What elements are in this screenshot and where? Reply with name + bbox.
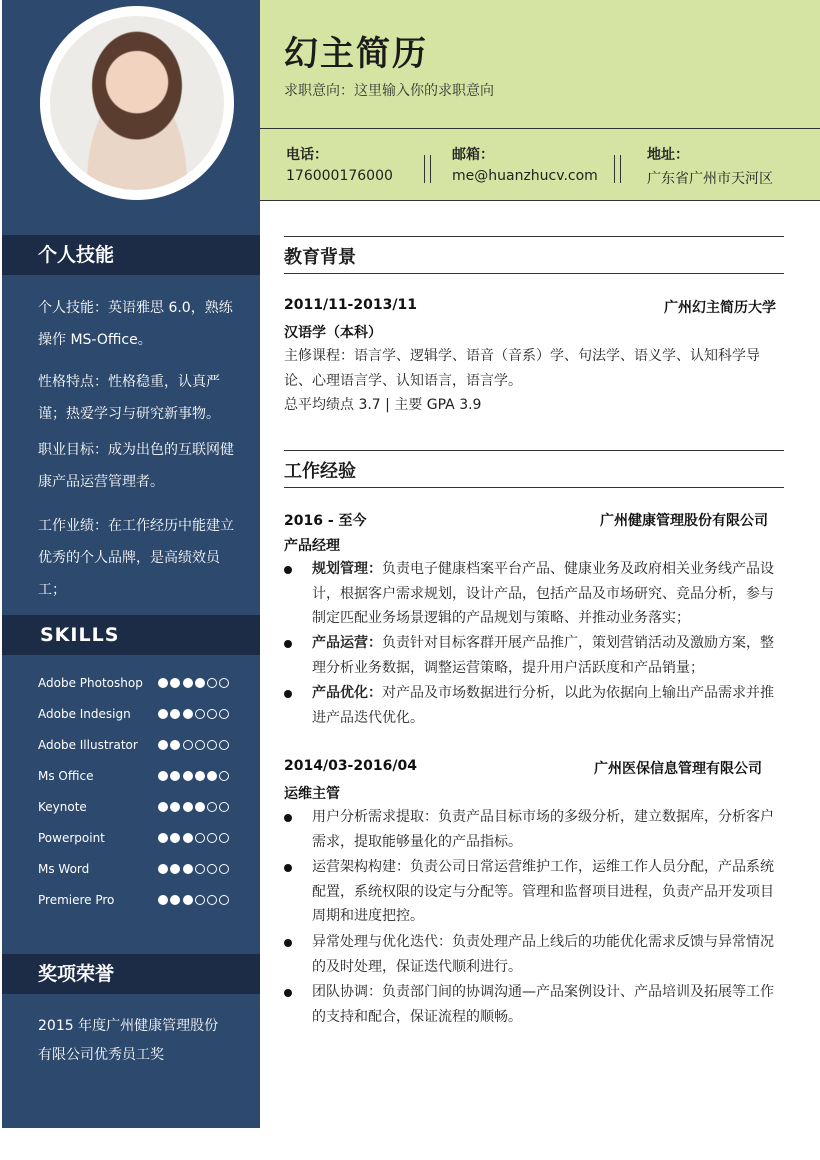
rating-dot-filled xyxy=(183,864,193,874)
job-bullet xyxy=(284,980,784,1029)
skill-row xyxy=(38,735,238,755)
rating-dot-empty xyxy=(207,740,217,750)
skill-name: Keynote xyxy=(38,800,87,814)
job-bullet xyxy=(284,805,784,854)
section-title-education: 教育背景 xyxy=(284,247,356,268)
skill-name: Adobe Photoshop xyxy=(38,676,143,690)
rating-dot-filled xyxy=(195,678,205,688)
skill-name: Adobe Indesign xyxy=(38,707,131,721)
edu-school: 广州幻主简历大学 xyxy=(664,300,776,316)
bullet-dot xyxy=(284,814,292,822)
rating-dot-filled xyxy=(170,864,180,874)
rating-dot-filled xyxy=(158,771,168,781)
edu-major: 汉语学（本科） xyxy=(284,325,382,341)
bullet-dot xyxy=(284,566,292,574)
skill-name: Ms Word xyxy=(38,862,90,876)
bullet-key: 产品优化： xyxy=(312,685,382,701)
bullet-text: 对产品及市场数据进行分析，以此为依据向上输出产品需求并推进产品迭代优化。 xyxy=(312,685,774,726)
contact-top-rule xyxy=(260,128,820,129)
resume-name: 幻主简历 xyxy=(284,34,428,74)
contact-separator xyxy=(424,155,431,183)
skill-rating xyxy=(158,678,232,688)
bullet-text: 异常处理与优化迭代：负责处理产品上线后的功能优化需求反馈与异常情况的及时处理，保证迭代顺利进行。 xyxy=(312,934,774,975)
bullet-text: 负责针对目标客群开展产品推广，策划营销活动及激励方案，整理分析业务数据，调整运营策略，提升用户活跃度和产品销量； xyxy=(312,635,774,676)
rating-dot-empty xyxy=(195,864,205,874)
rating-dot-empty xyxy=(195,895,205,905)
rating-dot-filled xyxy=(158,740,168,750)
rating-dot-filled xyxy=(207,771,217,781)
email-label: 邮箱： xyxy=(452,147,494,163)
rating-dot-empty xyxy=(207,864,217,874)
bullet-text: 用户分析需求提取：负责产品目标市场的多级分析，建立数据库，分析客户需求，提取能够量化的产品指标。 xyxy=(312,809,774,850)
rating-dot-filled xyxy=(170,678,180,688)
rating-dot-filled xyxy=(158,678,168,688)
rating-dot-filled xyxy=(170,802,180,812)
rating-dot-filled xyxy=(170,740,180,750)
skill-row xyxy=(38,797,238,817)
job-intent: 求职意向：这里输入你的求职意向 xyxy=(284,83,494,99)
bullet-text: 运营架构构建：负责公司日常运营维护工作，运维工作人员分配，产品系统配置，系统权限的设定与分配等。管理和监督项目进程，负责产品开发项目周期和进度把控。 xyxy=(312,859,774,924)
section-title-awards: 奖项荣誉 xyxy=(2,954,260,994)
profile-photo xyxy=(50,16,224,190)
rating-dot-empty xyxy=(219,864,229,874)
rating-dot-filled xyxy=(183,802,193,812)
rating-dot-filled xyxy=(183,895,193,905)
rating-dot-empty xyxy=(219,771,229,781)
rating-dot-filled xyxy=(158,833,168,843)
job-bullet xyxy=(284,930,784,979)
bullet-text: 团队协调：负责部门间的协调沟通—产品案例设计、产品培训及拓展等工作的支持和配合，保证流程的顺畅。 xyxy=(312,984,774,1025)
rating-dot-filled xyxy=(170,709,180,719)
award-text: 2015 年度广州健康管理股份有限公司优秀员工奖 xyxy=(38,1018,219,1063)
skill-name: Powerpoint xyxy=(38,831,105,845)
rating-dot-empty xyxy=(195,833,205,843)
skill-name: Premiere Pro xyxy=(38,893,115,907)
rating-dot-empty xyxy=(207,678,217,688)
job-company: 广州健康管理股份有限公司 xyxy=(600,513,768,529)
rating-dot-filled xyxy=(183,709,193,719)
skill-row xyxy=(38,673,238,693)
section-title-personal-skills: 个人技能 xyxy=(2,235,260,275)
rating-dot-empty xyxy=(219,895,229,905)
section-rule xyxy=(284,450,784,451)
bullet-dot xyxy=(284,864,292,872)
job-bullet xyxy=(284,631,784,680)
rating-dot-empty xyxy=(219,740,229,750)
section-title-skills: SKILLS xyxy=(2,615,260,655)
skill-row xyxy=(38,828,238,848)
email-value: me@huanzhucv.com xyxy=(452,168,598,184)
job-period: 2014/03-2016/04 xyxy=(284,758,417,774)
avatar xyxy=(40,6,234,200)
edu-gpa: 总平均绩点 3.7 | 主要 GPA 3.9 xyxy=(284,397,482,413)
edu-period: 2011/11-2013/11 xyxy=(284,297,417,313)
bullet-dot xyxy=(284,690,292,698)
rating-dot-filled xyxy=(158,895,168,905)
skill-name: Adobe Illustrator xyxy=(38,738,138,752)
address-value: 广东省广州市天河区 xyxy=(647,171,773,187)
rating-dot-filled xyxy=(170,895,180,905)
rating-dot-empty xyxy=(219,678,229,688)
rating-dot-filled xyxy=(158,864,168,874)
career-goal-text: 职业目标：成为出色的互联网健康产品运营管理者。 xyxy=(38,442,234,490)
job-bullet xyxy=(284,855,784,929)
skill-name: Ms Office xyxy=(38,769,94,783)
job-role: 产品经理 xyxy=(284,538,340,554)
rating-dot-filled xyxy=(183,833,193,843)
rating-dot-empty xyxy=(195,740,205,750)
contact-separator xyxy=(614,155,621,183)
phone-value: 176000176000 xyxy=(286,168,393,184)
rating-dot-filled xyxy=(170,833,180,843)
bullet-key: 产品运营： xyxy=(312,635,382,651)
edu-courses: 主修课程：语言学、逻辑学、语音（音系）学、句法学、语义学、认知科学导论、心理语言学、认知语言，语言学。 xyxy=(284,348,760,389)
skill-rating xyxy=(158,833,232,843)
rating-dot-filled xyxy=(158,802,168,812)
rating-dot-empty xyxy=(219,833,229,843)
skill-rating xyxy=(158,895,232,905)
personality-text: 性格特点：性格稳重，认真严谨；热爱学习与研究新事物。 xyxy=(38,374,220,422)
rating-dot-empty xyxy=(219,802,229,812)
bullet-text: 负责电子健康档案平台产品、健康业务及政府相关业务线产品设计，根据客户需求规划，设计产品，包括产品及市场研究、竞品分析，参与制定匹配业务场景逻辑的产品规划与策略、并推动业务落实； xyxy=(312,561,774,626)
skill-rating xyxy=(158,771,232,781)
rating-dot-filled xyxy=(170,771,180,781)
rating-dot-empty xyxy=(219,709,229,719)
personal-skills-text: 个人技能：英语雅思 6.0，熟练操作 MS-Office。 xyxy=(38,300,233,348)
address-label: 地址： xyxy=(647,147,689,163)
skill-row xyxy=(38,890,238,910)
skill-rating xyxy=(158,802,232,812)
section-title-work: 工作经验 xyxy=(284,461,356,482)
rating-dot-empty xyxy=(207,895,217,905)
section-rule xyxy=(284,487,784,488)
bullet-dot xyxy=(284,939,292,947)
job-company: 广州医保信息管理有限公司 xyxy=(594,761,762,777)
skill-row xyxy=(38,766,238,786)
rating-dot-empty xyxy=(195,709,205,719)
rating-dot-empty xyxy=(183,740,193,750)
skill-rating xyxy=(158,864,232,874)
rating-dot-empty xyxy=(207,802,217,812)
job-role: 运维主管 xyxy=(284,786,340,802)
rating-dot-empty xyxy=(207,709,217,719)
rating-dot-empty xyxy=(207,833,217,843)
rating-dot-filled xyxy=(158,709,168,719)
rating-dot-filled xyxy=(195,802,205,812)
skill-row xyxy=(38,704,238,724)
job-bullet xyxy=(284,557,784,631)
achievement-text: 工作业绩：在工作经历中能建立优秀的个人品牌，是高绩效员工； xyxy=(38,518,234,598)
skill-rating xyxy=(158,740,232,750)
bullet-key: 规划管理： xyxy=(312,561,382,577)
skill-rating xyxy=(158,709,232,719)
job-period: 2016 - 至今 xyxy=(284,513,367,529)
rating-dot-filled xyxy=(183,678,193,688)
rating-dot-filled xyxy=(183,771,193,781)
contact-bottom-rule xyxy=(260,200,820,201)
bullet-dot xyxy=(284,640,292,648)
skill-row xyxy=(38,859,238,879)
job-bullet xyxy=(284,681,784,730)
section-rule xyxy=(284,236,784,237)
section-rule xyxy=(284,273,784,274)
phone-label: 电话： xyxy=(286,147,328,163)
rating-dot-filled xyxy=(195,771,205,781)
bullet-dot xyxy=(284,989,292,997)
